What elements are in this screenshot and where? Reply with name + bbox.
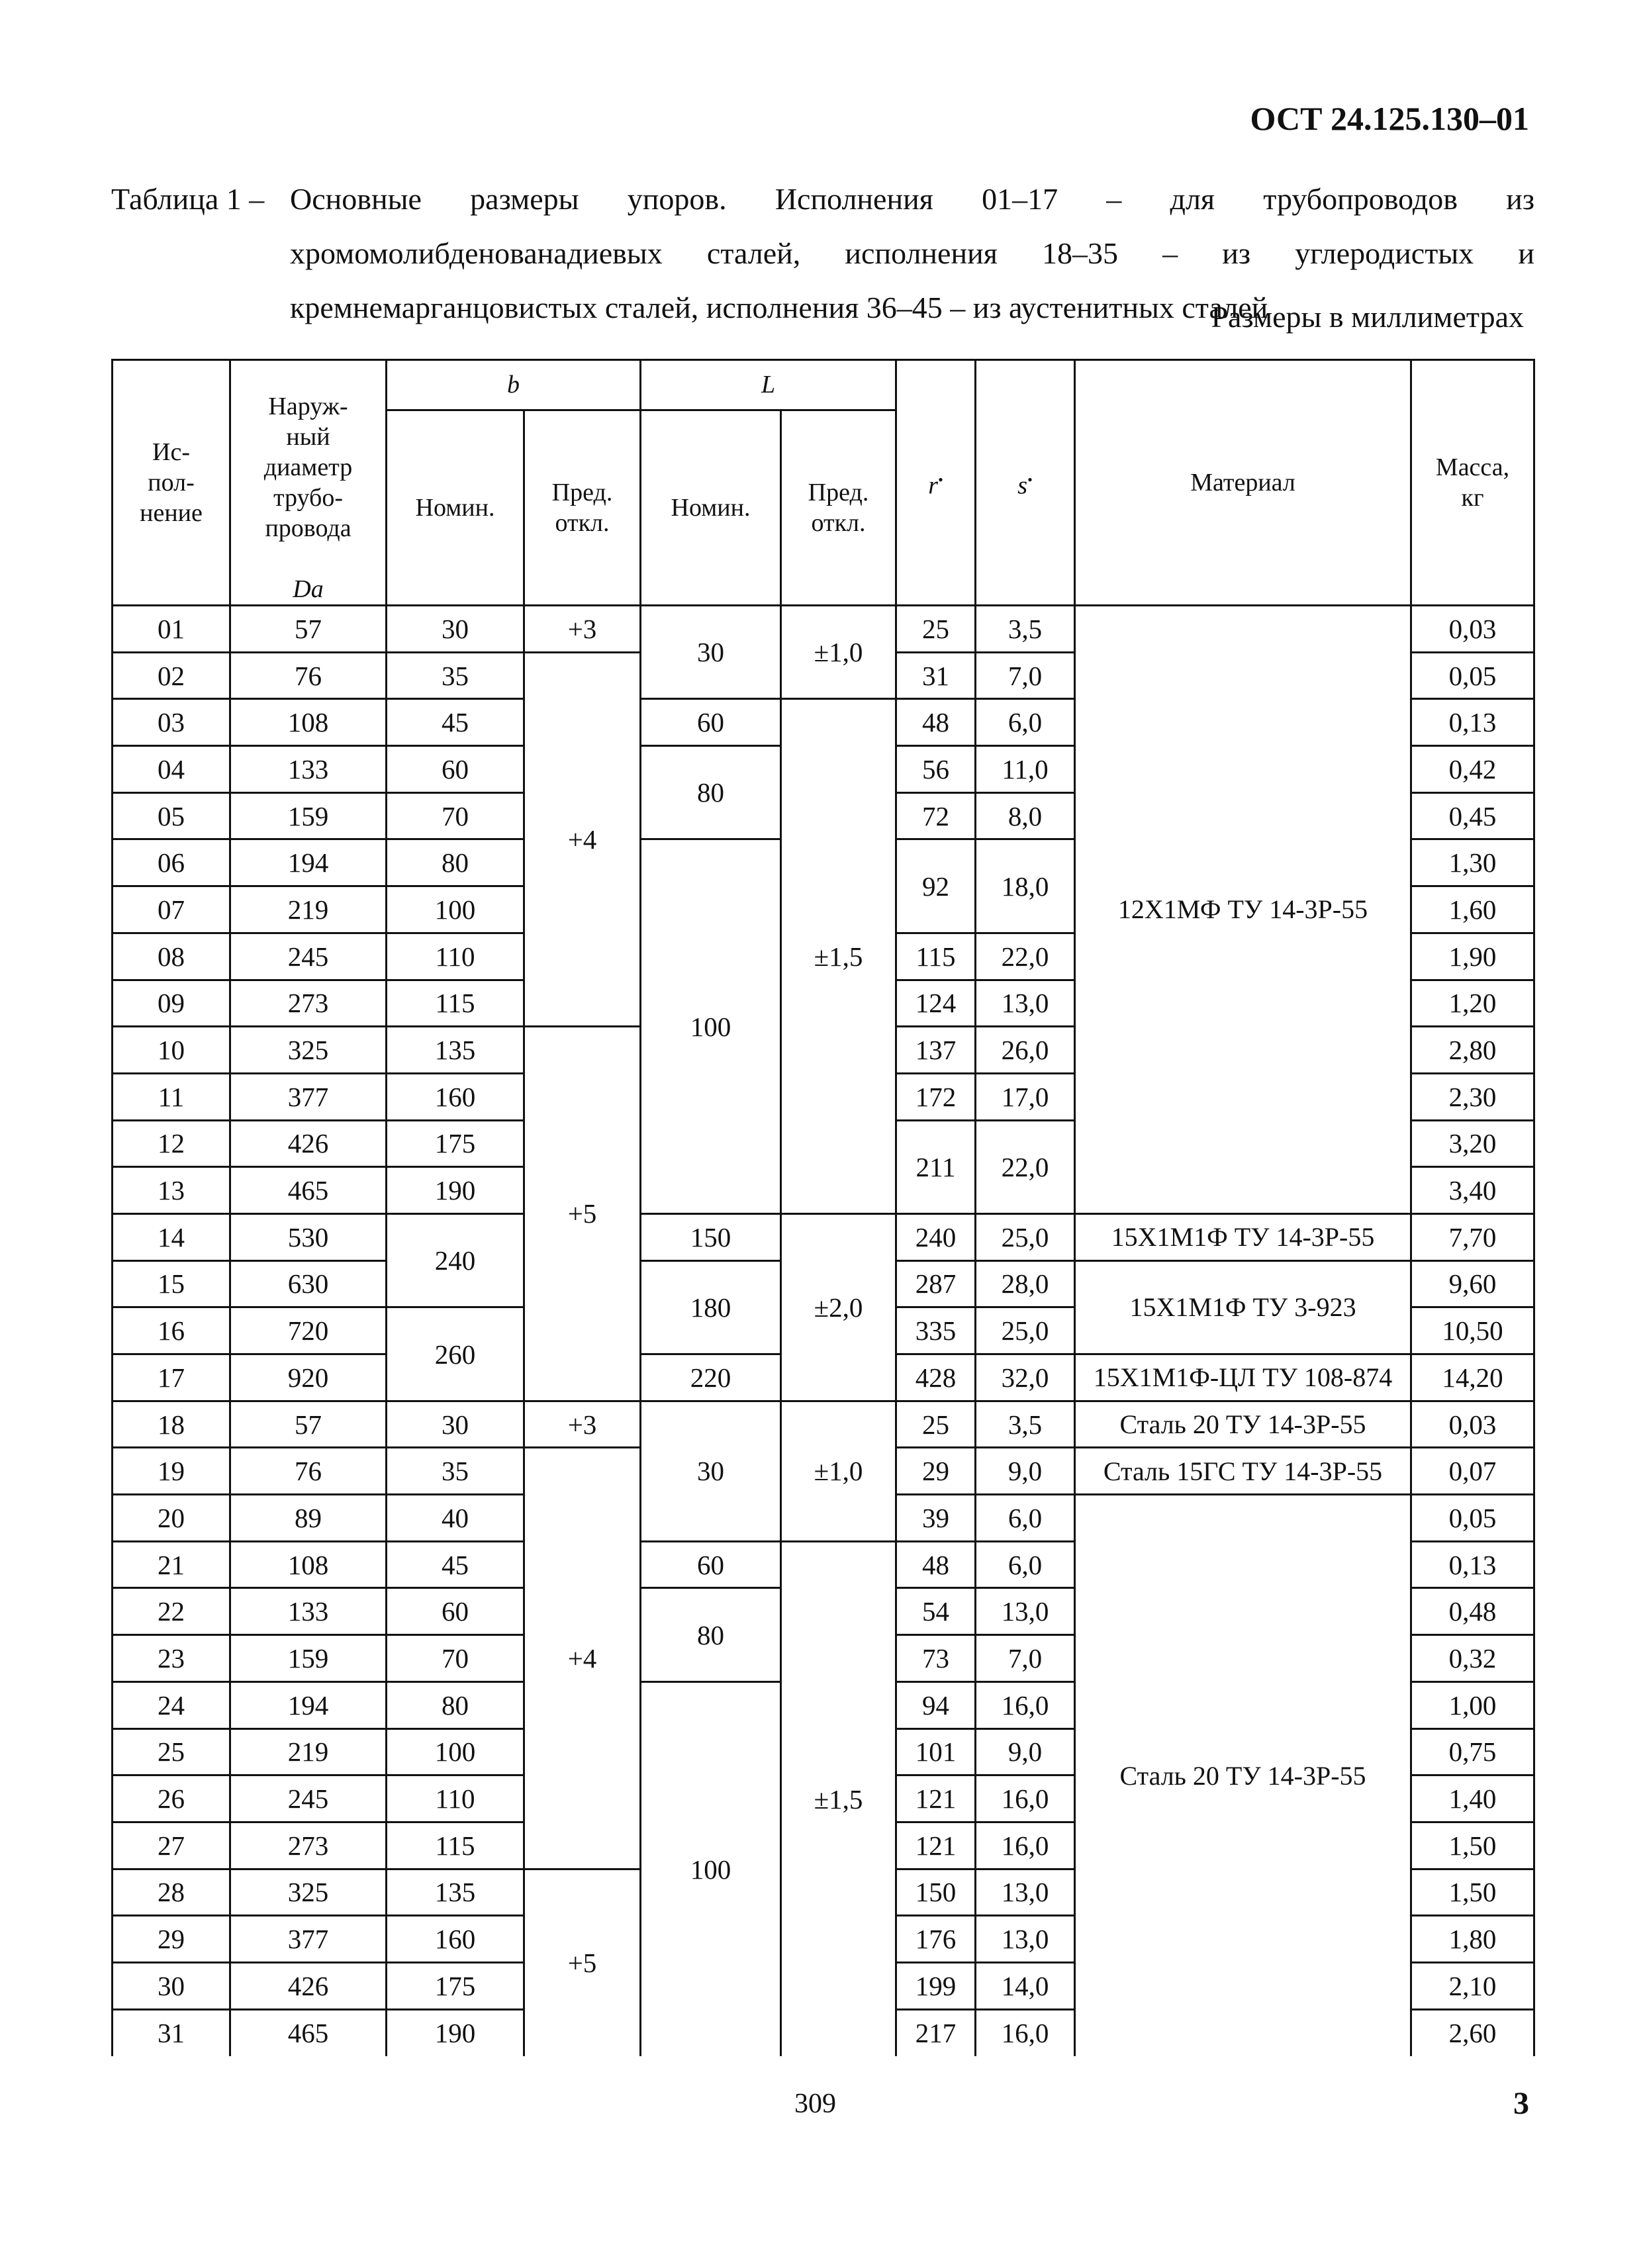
cell-r: 56: [896, 746, 976, 793]
cell-b-tol: +4: [524, 1448, 641, 1869]
cell-b-tol: +3: [524, 606, 641, 653]
cell-s: 26,0: [976, 1027, 1075, 1074]
cell-d: 720: [230, 1307, 387, 1354]
cell-s: 17,0: [976, 1073, 1075, 1120]
cell-isp: 16: [113, 1307, 230, 1354]
cell-mass: 1,00: [1411, 1681, 1534, 1728]
cell-s: 9,0: [976, 1448, 1075, 1495]
cell-b: 100: [387, 886, 524, 933]
header-L-nomin: Номин.: [641, 410, 781, 605]
cell-b: 175: [387, 1120, 524, 1167]
cell-r: 25: [896, 606, 976, 653]
cell-isp: 20: [113, 1495, 230, 1542]
cell-mass: 0,05: [1411, 652, 1534, 699]
cell-b-tol: +5: [524, 1027, 641, 1401]
cell-b: 60: [387, 1588, 524, 1635]
cell-b: 175: [387, 1962, 524, 2009]
table-row: [113, 1401, 1534, 1448]
cell-s: 13,0: [976, 980, 1075, 1027]
cell-isp: 06: [113, 839, 230, 886]
cell-r: 199: [896, 1962, 976, 2009]
cell-mass: 1,40: [1411, 1775, 1534, 1822]
cell-isp: 14: [113, 1213, 230, 1260]
header-diameter-label: Наруж- ный диаметр трубо- провода: [263, 393, 353, 542]
cell-material: 15Х1М1Ф ТУ 3-923: [1075, 1260, 1411, 1354]
cell-s: 28,0: [976, 1260, 1075, 1307]
cell-isp: 07: [113, 886, 230, 933]
header-material: Материал: [1075, 360, 1411, 606]
cell-b: 35: [387, 652, 524, 699]
cell-r: 25: [896, 1401, 976, 1448]
cell-s: 9,0: [976, 1728, 1075, 1775]
cell-material: 15Х1М1Ф ТУ 14-3Р-55: [1075, 1213, 1411, 1260]
cell-r: 101: [896, 1728, 976, 1775]
cell-mass: 3,20: [1411, 1120, 1534, 1167]
cell-b: 110: [387, 933, 524, 980]
cell-r: 217: [896, 2009, 976, 2056]
cell-b: 70: [387, 792, 524, 839]
cell-mass: 0,42: [1411, 746, 1534, 793]
cell-isp: 24: [113, 1681, 230, 1728]
cell-s: 13,0: [976, 1588, 1075, 1635]
cell-isp: 08: [113, 933, 230, 980]
cell-r: 428: [896, 1354, 976, 1401]
cell-mass: 2,10: [1411, 1962, 1534, 2009]
cell-L-tol: ±2,0: [781, 1213, 896, 1401]
cell-s: 6,0: [976, 1541, 1075, 1588]
cell-isp: 02: [113, 652, 230, 699]
cell-s: 16,0: [976, 2009, 1075, 2056]
cell-L-tol: ±1,5: [781, 699, 896, 1214]
cell-mass: 10,50: [1411, 1307, 1534, 1354]
cell-mass: 0,03: [1411, 1401, 1534, 1448]
cell-b: 30: [387, 606, 524, 653]
cell-material: 12Х1МФ ТУ 14-3Р-55: [1075, 606, 1411, 1214]
header-s-symbol: s: [1017, 471, 1028, 500]
header-r-symbol: r: [928, 471, 939, 500]
header-r: r•: [896, 360, 976, 606]
cell-mass: 3,40: [1411, 1167, 1534, 1214]
cell-isp: 28: [113, 1869, 230, 1916]
cell-d: 273: [230, 1822, 387, 1869]
cell-mass: 2,60: [1411, 2009, 1534, 2056]
cell-L: 180: [641, 1260, 781, 1354]
cell-r: 29: [896, 1448, 976, 1495]
cell-d: 273: [230, 980, 387, 1027]
table-row: [113, 606, 1534, 653]
cell-b: 190: [387, 2009, 524, 2056]
cell-isp: 29: [113, 1916, 230, 1963]
cell-mass: 14,20: [1411, 1354, 1534, 1401]
cell-d: 194: [230, 1681, 387, 1728]
cell-L: 80: [641, 746, 781, 839]
header-b-tol: Пред. откл.: [524, 410, 641, 605]
cell-s: 16,0: [976, 1681, 1075, 1728]
cell-d: 245: [230, 1775, 387, 1822]
cell-isp: 30: [113, 1962, 230, 2009]
cell-d: 426: [230, 1962, 387, 2009]
cell-r: 54: [896, 1588, 976, 1635]
cell-r: 211: [896, 1120, 976, 1213]
cell-d: 530: [230, 1213, 387, 1260]
cell-b: 190: [387, 1167, 524, 1214]
cell-b: 135: [387, 1027, 524, 1074]
cell-isp: 25: [113, 1728, 230, 1775]
cell-r: 94: [896, 1681, 976, 1728]
cell-L-tol: ±1,0: [781, 1401, 896, 1541]
cell-mass: 0,05: [1411, 1495, 1534, 1542]
cell-r: 137: [896, 1027, 976, 1074]
cell-s: 16,0: [976, 1822, 1075, 1869]
cell-b: 135: [387, 1869, 524, 1916]
cell-d: 57: [230, 606, 387, 653]
cell-mass: 1,60: [1411, 886, 1534, 933]
cell-L: 80: [641, 1588, 781, 1681]
cell-d: 159: [230, 792, 387, 839]
cell-d: 133: [230, 1588, 387, 1635]
cell-L: 60: [641, 699, 781, 746]
cell-mass: 1,80: [1411, 1916, 1534, 1963]
cell-d: 159: [230, 1635, 387, 1682]
cell-material: Сталь 20 ТУ 14-3Р-55: [1075, 1495, 1411, 2056]
cell-material: 15Х1М1Ф-ЦЛ ТУ 108-874: [1075, 1354, 1411, 1401]
cell-mass: 2,80: [1411, 1027, 1534, 1074]
cell-L: 30: [641, 1401, 781, 1541]
cell-material: Сталь 15ГС ТУ 14-3Р-55: [1075, 1448, 1411, 1495]
cell-s: 18,0: [976, 839, 1075, 933]
cell-r: 115: [896, 933, 976, 980]
cell-r: 121: [896, 1775, 976, 1822]
header-diameter-symbol: Da: [293, 575, 324, 603]
cell-b: 115: [387, 1822, 524, 1869]
cell-d: 426: [230, 1120, 387, 1167]
cell-mass: 2,30: [1411, 1073, 1534, 1120]
cell-r: 287: [896, 1260, 976, 1307]
cell-isp: 23: [113, 1635, 230, 1682]
dimensions-table: [111, 359, 1535, 2056]
cell-mass: 9,60: [1411, 1260, 1534, 1307]
cell-L: 60: [641, 1541, 781, 1588]
cell-b: 80: [387, 839, 524, 886]
cell-s: 13,0: [976, 1869, 1075, 1916]
cell-L: 220: [641, 1354, 781, 1401]
cell-s: 22,0: [976, 1120, 1075, 1213]
cell-L: 100: [641, 839, 781, 1214]
cell-isp: 13: [113, 1167, 230, 1214]
cell-r: 150: [896, 1869, 976, 1916]
cell-mass: 0,13: [1411, 1541, 1534, 1588]
cell-s: 6,0: [976, 699, 1075, 746]
cell-d: 133: [230, 746, 387, 793]
cell-b: 260: [387, 1307, 524, 1401]
cell-r: 48: [896, 699, 976, 746]
cell-s: 3,5: [976, 606, 1075, 653]
header-mass: Масса, кг: [1411, 360, 1534, 606]
cell-s: 7,0: [976, 1635, 1075, 1682]
cell-d: 377: [230, 1916, 387, 1963]
cell-b: 70: [387, 1635, 524, 1682]
cell-isp: 22: [113, 1588, 230, 1635]
cell-d: 219: [230, 886, 387, 933]
page-number: 309: [794, 2089, 836, 2119]
cell-d: 245: [230, 933, 387, 980]
cell-d: 219: [230, 1728, 387, 1775]
cell-d: 465: [230, 1167, 387, 1214]
cell-L: 150: [641, 1213, 781, 1260]
cell-d: 377: [230, 1073, 387, 1120]
cell-b-tol: +3: [524, 1401, 641, 1448]
cell-s: 16,0: [976, 1775, 1075, 1822]
cell-d: 194: [230, 839, 387, 886]
table-row: [113, 1213, 1534, 1260]
cell-r: 73: [896, 1635, 976, 1682]
cell-d: 630: [230, 1260, 387, 1307]
cell-isp: 12: [113, 1120, 230, 1167]
cell-mass: 1,50: [1411, 1822, 1534, 1869]
cell-b: 110: [387, 1775, 524, 1822]
cell-b: 115: [387, 980, 524, 1027]
cell-isp: 05: [113, 792, 230, 839]
cell-s: 13,0: [976, 1916, 1075, 1963]
cell-b-tol: +5: [524, 1869, 641, 2056]
cell-isp: 09: [113, 980, 230, 1027]
cell-d: 89: [230, 1495, 387, 1542]
cell-b: 45: [387, 1541, 524, 1588]
cell-b: 80: [387, 1681, 524, 1728]
cell-isp: 03: [113, 699, 230, 746]
cell-isp: 10: [113, 1027, 230, 1074]
cell-s: 6,0: [976, 1495, 1075, 1542]
cell-r: 172: [896, 1073, 976, 1120]
header-b-nomin: Номин.: [387, 410, 524, 605]
cell-r: 124: [896, 980, 976, 1027]
cell-d: 76: [230, 652, 387, 699]
cell-isp: 04: [113, 746, 230, 793]
cell-isp: 21: [113, 1541, 230, 1588]
cell-b: 240: [387, 1213, 524, 1307]
cell-L-tol: ±1,0: [781, 606, 896, 699]
cell-s: 11,0: [976, 746, 1075, 793]
cell-mass: 0,13: [1411, 699, 1534, 746]
header-b: b: [387, 360, 641, 410]
cell-r: 176: [896, 1916, 976, 1963]
header-L-tol: Пред. откл.: [781, 410, 896, 605]
cell-isp: 26: [113, 1775, 230, 1822]
cell-mass: 0,75: [1411, 1728, 1534, 1775]
header-L: L: [641, 360, 896, 410]
cell-s: 25,0: [976, 1307, 1075, 1354]
cell-s: 14,0: [976, 1962, 1075, 2009]
cell-isp: 18: [113, 1401, 230, 1448]
cell-mass: 1,50: [1411, 1869, 1534, 1916]
cell-r: 39: [896, 1495, 976, 1542]
cell-isp: 31: [113, 2009, 230, 2056]
cell-L: 30: [641, 606, 781, 699]
cell-mass: 1,20: [1411, 980, 1534, 1027]
units-note: Размеры в миллиметрах: [1211, 300, 1524, 334]
cell-b: 160: [387, 1073, 524, 1120]
cell-s: 8,0: [976, 792, 1075, 839]
cell-mass: 1,90: [1411, 933, 1534, 980]
cell-b: 60: [387, 746, 524, 793]
cell-r: 72: [896, 792, 976, 839]
cell-b: 35: [387, 1448, 524, 1495]
cell-d: 108: [230, 699, 387, 746]
cell-r: 335: [896, 1307, 976, 1354]
cell-r: 31: [896, 652, 976, 699]
cell-mass: 0,45: [1411, 792, 1534, 839]
cell-b: 30: [387, 1401, 524, 1448]
cell-mass: 0,07: [1411, 1448, 1534, 1495]
cell-d: 325: [230, 1869, 387, 1916]
cell-r: 48: [896, 1541, 976, 1588]
cell-b-tol: +4: [524, 652, 641, 1027]
header-ispolnenie: Ис- пол- нение: [113, 360, 230, 606]
cell-d: 465: [230, 2009, 387, 2056]
caption-label: Таблица 1 –: [111, 182, 265, 216]
cell-r: 240: [896, 1213, 976, 1260]
cell-b: 160: [387, 1916, 524, 1963]
cell-d: 920: [230, 1354, 387, 1401]
cell-mass: 0,48: [1411, 1588, 1534, 1635]
cell-s: 7,0: [976, 652, 1075, 699]
cell-isp: 01: [113, 606, 230, 653]
cell-mass: 7,70: [1411, 1213, 1534, 1260]
cell-mass: 0,03: [1411, 606, 1534, 653]
cell-L: 100: [641, 1681, 781, 2056]
header-diameter: [230, 360, 387, 606]
cell-s: 22,0: [976, 933, 1075, 980]
cell-b: 40: [387, 1495, 524, 1542]
cell-isp: 27: [113, 1822, 230, 1869]
cell-mass: 0,32: [1411, 1635, 1534, 1682]
sheet-number: 3: [1513, 2086, 1529, 2121]
cell-mass: 1,30: [1411, 839, 1534, 886]
cell-isp: 11: [113, 1073, 230, 1120]
cell-b: 100: [387, 1728, 524, 1775]
caption-text: Основные размеры упоров. Исполнения 01–17 – для трубопроводов из хромомолибденованадиевых сталей, исполнения 18–35 – из углеродистых и кремнемарганцовистых сталей, исполнения 36–45 – из аустенитных сталей: [290, 182, 1534, 324]
cell-isp: 17: [113, 1354, 230, 1401]
cell-d: 325: [230, 1027, 387, 1074]
cell-s: 32,0: [976, 1354, 1075, 1401]
doc-code: ОСТ 24.125.130–01: [1250, 100, 1529, 137]
cell-d: 76: [230, 1448, 387, 1495]
cell-b: 45: [387, 699, 524, 746]
cell-d: 57: [230, 1401, 387, 1448]
cell-material: Сталь 20 ТУ 14-3Р-55: [1075, 1401, 1411, 1448]
cell-isp: 19: [113, 1448, 230, 1495]
cell-isp: 15: [113, 1260, 230, 1307]
cell-s: 3,5: [976, 1401, 1075, 1448]
cell-L-tol: ±1,5: [781, 1541, 896, 2056]
cell-d: 108: [230, 1541, 387, 1588]
cell-r: 121: [896, 1822, 976, 1869]
cell-r: 92: [896, 839, 976, 933]
header-s: s•: [976, 360, 1075, 606]
cell-s: 25,0: [976, 1213, 1075, 1260]
